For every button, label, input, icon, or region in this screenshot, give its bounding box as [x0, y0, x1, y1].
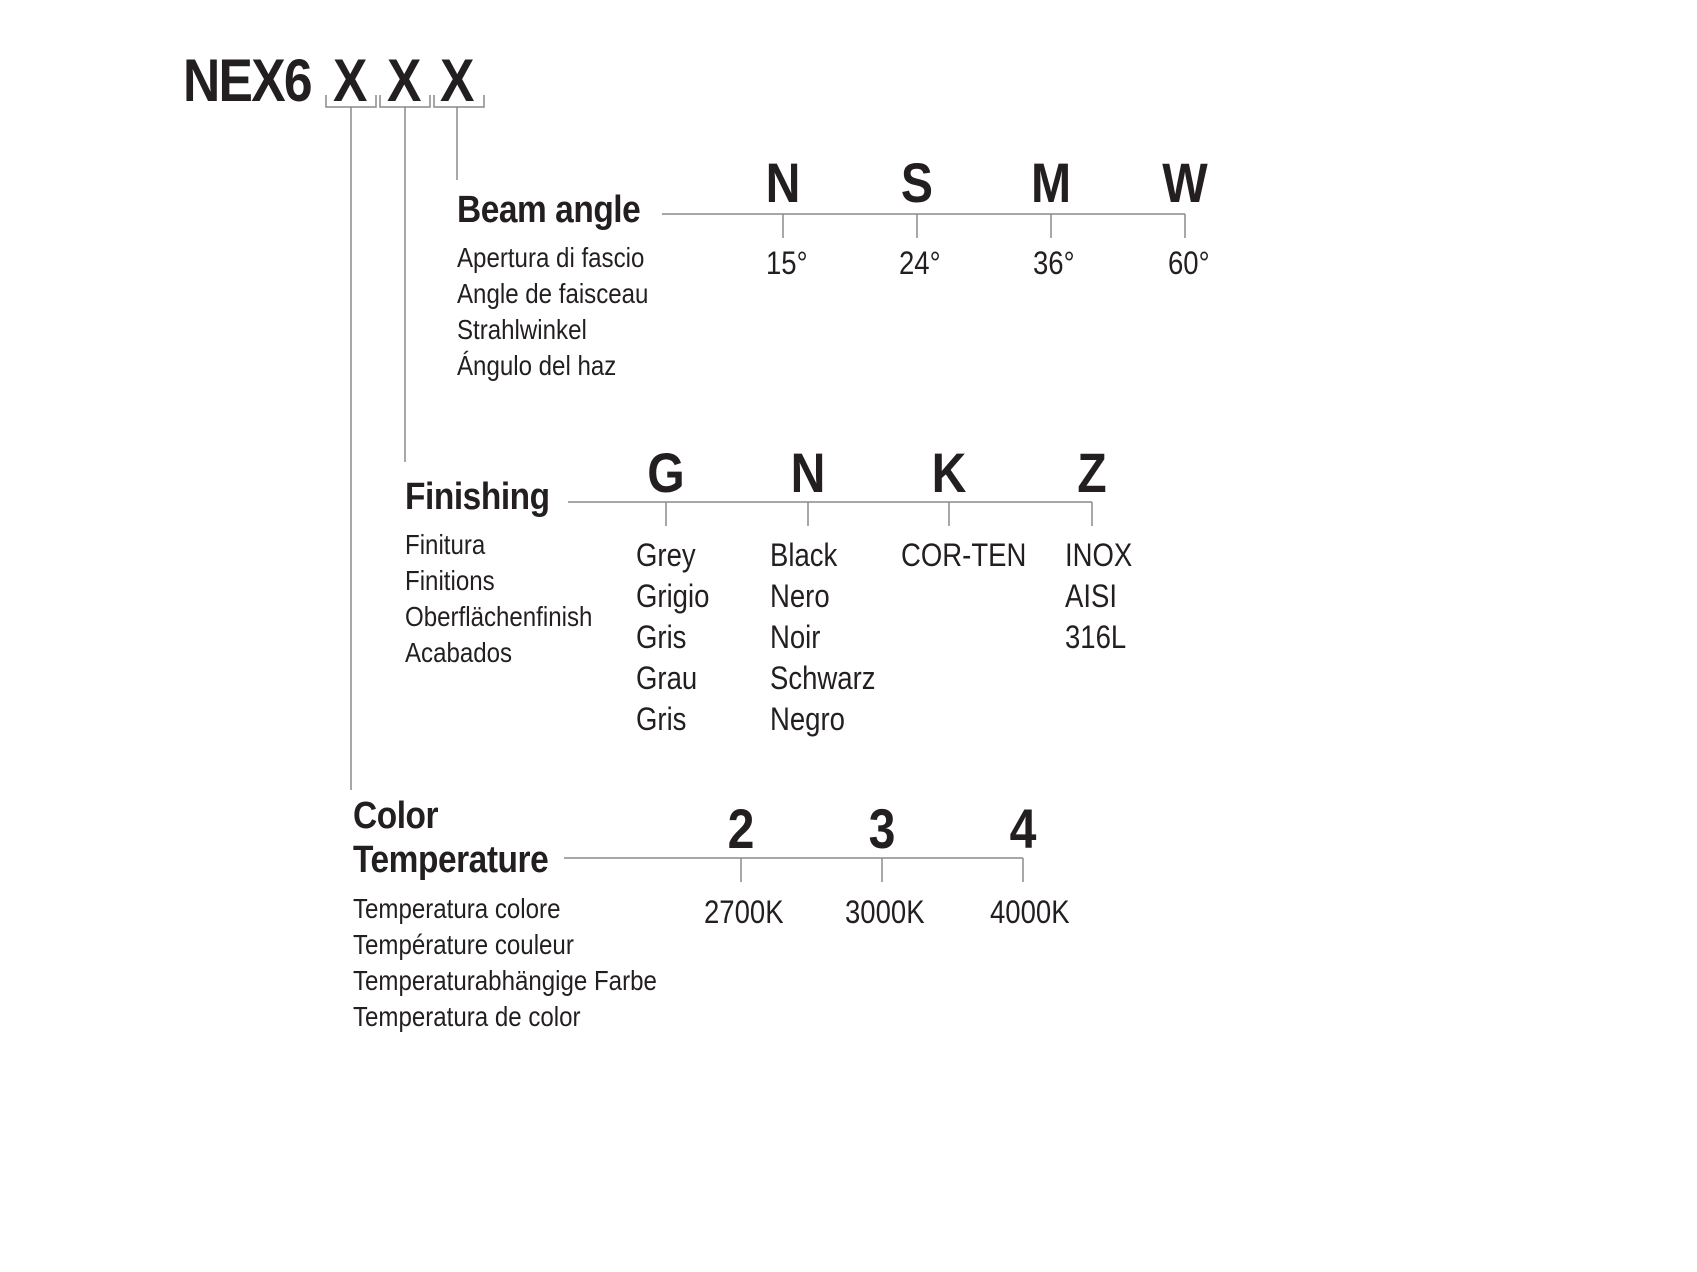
finishing-code-g: G: [647, 441, 685, 504]
code-placeholder-2: X: [387, 47, 422, 114]
product-code-base: NEX6: [183, 47, 311, 114]
color-temperature-translations: Temperatura colore Température couleur Temperaturabhängige Farbe Temperatura de color: [353, 893, 657, 1032]
finishing-values-k: COR-TEN: [901, 537, 1027, 573]
beam-angle-code-n: N: [765, 151, 801, 214]
color-temperature-code-3: 3: [868, 797, 896, 860]
beam-angle-value-s: 24°: [899, 245, 941, 281]
finishing-values-n: Black Nero Noir Schwarz Negro: [770, 537, 876, 737]
color-temperature-value-3000k: 3000K: [845, 894, 925, 930]
finishing-code-z: Z: [1077, 441, 1107, 504]
finishing-title: Finishing: [405, 476, 550, 518]
beam-angle-translations: Apertura di fascio Angle de faisceau Strahlwinkel Ángulo del haz: [457, 242, 649, 381]
beam-angle-title: Beam angle: [457, 189, 641, 231]
finishing-values-z: INOX AISI 316L: [1065, 537, 1133, 655]
color-temperature-title: Color Temperature: [353, 795, 549, 881]
finishing-translations: Finitura Finitions Oberflächenfinish Acabados: [405, 529, 593, 668]
color-temperature-code-2: 2: [727, 797, 755, 860]
finishing-code-k: K: [931, 441, 967, 504]
code-placeholder-1: X: [333, 47, 368, 114]
beam-angle-code-m: M: [1030, 151, 1072, 214]
beam-angle-value-w: 60°: [1168, 245, 1210, 281]
color-temperature-value-4000k: 4000K: [990, 894, 1070, 930]
color-temperature-value-2700k: 2700K: [704, 894, 784, 930]
beam-angle-code-w: W: [1162, 151, 1208, 214]
beam-angle-value-n: 15°: [766, 245, 808, 281]
finishing-values-g: Grey Grigio Gris Grau Gris: [636, 537, 710, 737]
color-temperature-code-4: 4: [1009, 797, 1037, 860]
beam-angle-code-s: S: [900, 151, 934, 214]
code-placeholder-3: X: [440, 47, 475, 114]
finishing-code-n: N: [790, 441, 826, 504]
beam-angle-value-m: 36°: [1033, 245, 1075, 281]
